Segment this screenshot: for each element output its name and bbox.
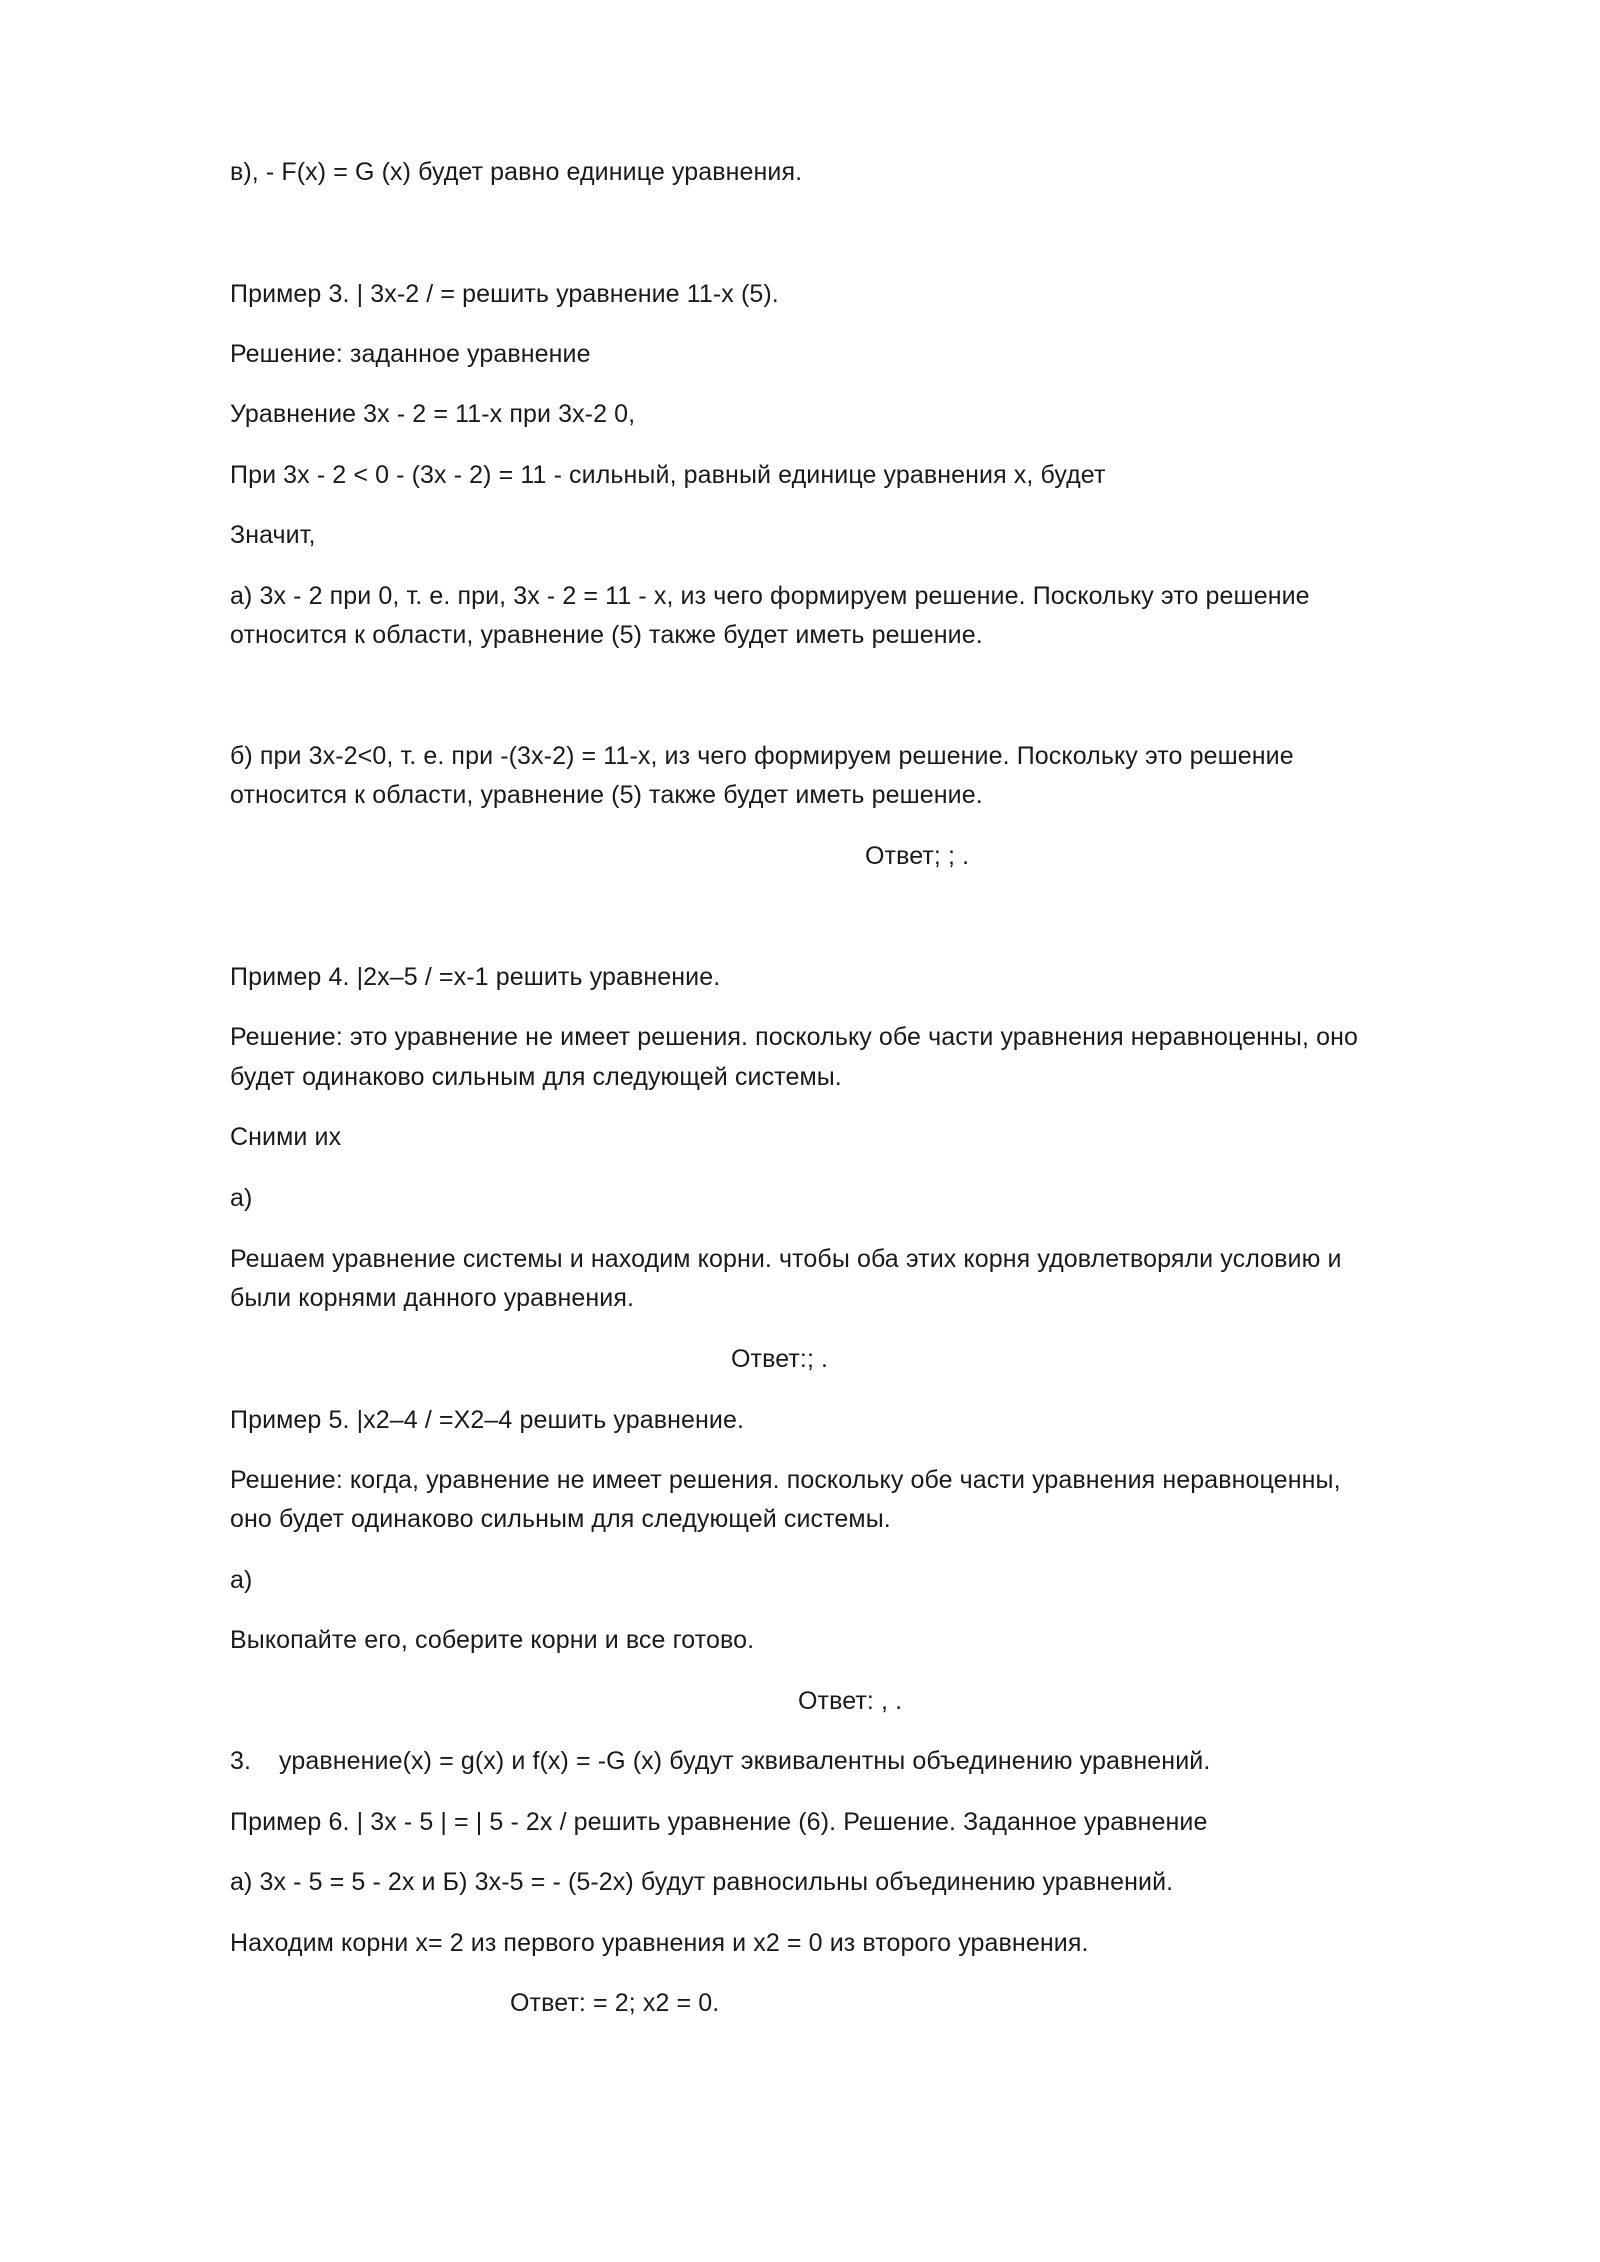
answer-example-5: Ответ: , .	[798, 1687, 903, 1715]
example-5-heading: Пример 5. |x2–4 / =X2–4 решить уравнение.	[230, 1406, 745, 1434]
answer-example-6: Ответ: = 2; x2 = 0.	[510, 1989, 720, 2017]
example-4-heading: Пример 4. |2x–5 / =x-1 решить уравнение.	[230, 963, 721, 991]
example-4-item-a: а)	[230, 1184, 253, 1212]
case-a-line-2: относится к области, уравнение (5) также будет иметь решение.	[230, 621, 983, 649]
case-b-line-1: б) при 3x-2<0, т. е. при -(3x-2) = 11-x, из чего формируем решение. Поскольку это решение	[230, 742, 1294, 770]
example-5-solution-line-1: Решение: когда, уравнение не имеет решения. поскольку обе части уравнения неравноценны,	[230, 1466, 1341, 1494]
answer-example-4: Ответ:; .	[731, 1345, 829, 1373]
example-6-heading: Пример 6. | 3x - 5 | = | 5 - 2x / решить уравнение (6). Решение. Заданное уравнение	[230, 1808, 1208, 1836]
example-3-heading: Пример 3. | 3x-2 / = решить уравнение 11-x (5).	[230, 280, 779, 308]
example-5-solution-line-2: оно будет одинаково сильным для следующей системы.	[230, 1505, 891, 1533]
example-4-solution-line-1: Решение: это уравнение не имеет решения. поскольку обе части уравнения неравноценны, оно	[230, 1023, 1359, 1051]
example-5-item-a: а)	[230, 1566, 253, 1594]
list-number-3: 3.	[230, 1747, 252, 1775]
paragraph-intro: в), - F(x) = G (x) будет равно единице уравнения.	[230, 158, 803, 186]
equation-case-2: При 3x - 2 < 0 - (3x - 2) = 11 - сильный, равный единице уравнения x, будет	[230, 461, 1106, 489]
example-4-roots-line-1: Решаем уравнение системы и находим корни. чтобы оба этих корня удовлетворяли условию и	[230, 1245, 1342, 1273]
paragraph-therefore: Значит,	[230, 521, 316, 549]
example-4-solution-line-2: будет одинаково сильным для следующей системы.	[230, 1063, 842, 1091]
case-b-line-2: относится к области, уравнение (5) также будет иметь решение.	[230, 781, 983, 809]
paragraph-remove-them: Сними их	[230, 1123, 342, 1151]
example-5-instruction: Выкопайте его, соберите корни и все готово.	[230, 1626, 755, 1654]
equation-case-1: Уравнение 3x - 2 = 11-x при 3x-2 0,	[230, 400, 636, 428]
answer-example-3: Ответ; ; .	[865, 842, 970, 870]
example-4-roots-line-2: были корнями данного уравнения.	[230, 1284, 635, 1312]
example-6-equations: а) 3x - 5 = 5 - 2x и Б) 3x-5 = - (5-2x) будут равносильны объединению уравнений.	[230, 1868, 1174, 1896]
solution-label: Решение: заданное уравнение	[230, 340, 591, 368]
case-a-line-1: а) 3x - 2 при 0, т. е. при, 3x - 2 = 11 - x, из чего формируем решение. Поскольку это решение	[230, 582, 1310, 610]
example-6-roots: Находим корни x= 2 из первого уравнения и x2 = 0 из второго уравнения.	[230, 1929, 1089, 1957]
section-3-statement: уравнение(x) = g(x) и f(x) = -G (x) будут эквивалентны объединению уравнений.	[279, 1747, 1211, 1775]
